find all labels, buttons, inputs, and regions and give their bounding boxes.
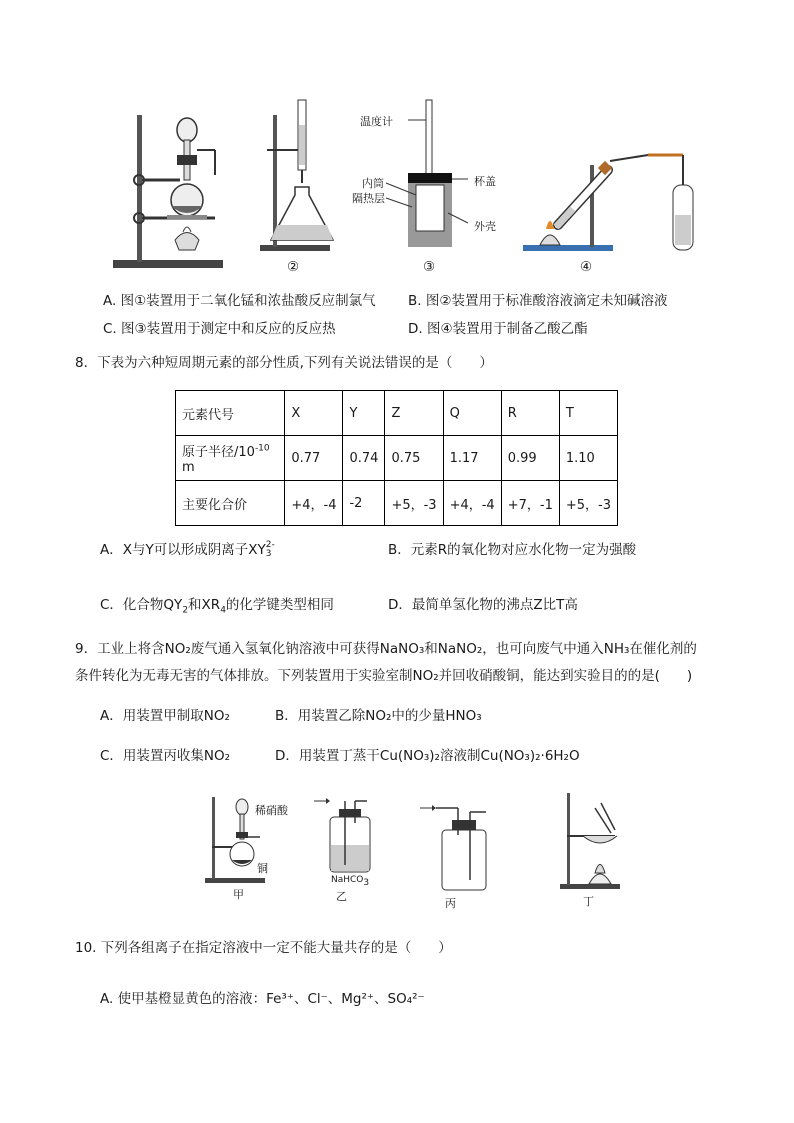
figure-4-ester-apparatus [518, 145, 698, 260]
figure-yi-washing-bottle [312, 795, 382, 875]
q7-option-a[interactable]: A. 图①装置用于二氧化锰和浓盐酸反应制氯气 [103, 293, 376, 309]
copper-label: 铜 [257, 862, 268, 875]
shell-label: 外壳 [474, 220, 496, 233]
q9-option-d[interactable]: D．用装置丁蒸干Cu(NO₃)₂溶液制Cu(NO₃)₂·6H₂O [275, 748, 580, 764]
element-properties-table [175, 390, 618, 526]
table-cell: 0.74 [343, 436, 385, 481]
inner-cup-label: 内筒 [362, 177, 384, 190]
q9-stem-line1: 9．工业上将含NO₂废气通入氢氧化钠溶液中可获得NaNO₃和NaNO₂，也可向废气中通入NH₃在催化剂的 [75, 641, 697, 657]
table-header-row [176, 391, 618, 436]
thermometer-label: 温度计 [360, 115, 393, 128]
table-cell: 1.17 [443, 436, 501, 481]
q8-option-a[interactable]: A．X与Y可以形成阴离子XY2- 3 [100, 540, 275, 559]
figure-ding-evaporation [555, 788, 635, 893]
q8-stem: 8．下表为六种短周期元素的部分性质,下列有关说法错误的是（ ） [75, 355, 493, 371]
table-cell: X [285, 391, 343, 436]
yi-label: 乙 [336, 890, 347, 903]
table-cell: +4，-4 [443, 481, 501, 526]
q8-option-c[interactable]: C．化合物$QY_2$和$XR_4$的化学键类型相同 [100, 597, 334, 616]
q7-option-c[interactable]: C. 图③装置用于测定中和反应的反应热 [103, 321, 336, 337]
figure-2-label: ② [287, 259, 300, 275]
figure-3-label: ③ [423, 259, 436, 275]
table-row [176, 481, 618, 526]
insulation-label: 隔热层 [352, 192, 385, 205]
q10-option-a[interactable]: A. 使甲基橙显黄色的溶液：Fe³⁺、Cl⁻、Mg²⁺、SO₄²⁻ [100, 991, 425, 1007]
jia-label: 甲 [233, 888, 244, 901]
q7-option-d[interactable]: D. 图④装置用于制备乙酸乙酯 [408, 321, 588, 337]
ding-label: 丁 [583, 895, 594, 908]
q8-option-b[interactable]: B．元素R的氧化物对应水化物一定为强酸 [388, 542, 637, 558]
table-cell: R [501, 391, 559, 436]
q8-option-d[interactable]: D．最简单氢化物的沸点Z比T高 [388, 597, 578, 613]
table-cell: +4，-4 [285, 481, 343, 526]
figure-bing-collection-bottle [420, 800, 500, 895]
table-cell: 0.77 [285, 436, 343, 481]
q9-stem-line2: 条件转化为无毒无害的气体排放。下列装置用于实验室制NO₂并回收硝酸铜，能达到实验目的的是( ) [75, 668, 693, 684]
q10-stem: 10. 下列各组离子在指定溶液中一定不能大量共存的是（ ） [75, 940, 452, 956]
table-cell: +5，-3 [385, 481, 443, 526]
table-row [176, 436, 618, 481]
nahco3-label: NaHCO$_3$ [331, 875, 370, 888]
q9-option-b[interactable]: B．用装置乙除NO₂中的少量HNO₃ [275, 708, 482, 724]
table-cell: -2 [343, 481, 385, 526]
table-cell: 主要化合价 [176, 481, 285, 526]
table-cell: Y [343, 391, 385, 436]
table-cell: T [559, 391, 617, 436]
table-cell: Q [443, 391, 501, 436]
table-cell: 1.10 [559, 436, 617, 481]
lid-label: 杯盖 [474, 175, 496, 188]
figure-1-chlorine-apparatus [105, 100, 235, 275]
table-cell: +5，-3 [559, 481, 617, 526]
dilute-nitric-label: 稀硝酸 [255, 804, 288, 817]
table-cell: +7，-1 [501, 481, 559, 526]
table-cell: 0.75 [385, 436, 443, 481]
figure-2-titration [255, 95, 345, 255]
q7-option-b[interactable]: B. 图②装置用于标准酸溶液滴定未知碱溶液 [408, 293, 668, 309]
q9-option-c[interactable]: C．用装置丙收集NO₂ [100, 748, 231, 764]
figure-4-label: ④ [580, 259, 593, 275]
bing-label: 丙 [445, 897, 456, 910]
q9-option-a[interactable]: A．用装置甲制取NO₂ [100, 708, 230, 724]
table-cell: 0.99 [501, 436, 559, 481]
table-cell: 元素代号 [176, 391, 285, 436]
table-cell: Z [385, 391, 443, 436]
table-cell: 原子半径$/10^{-10}$ m [176, 436, 285, 481]
